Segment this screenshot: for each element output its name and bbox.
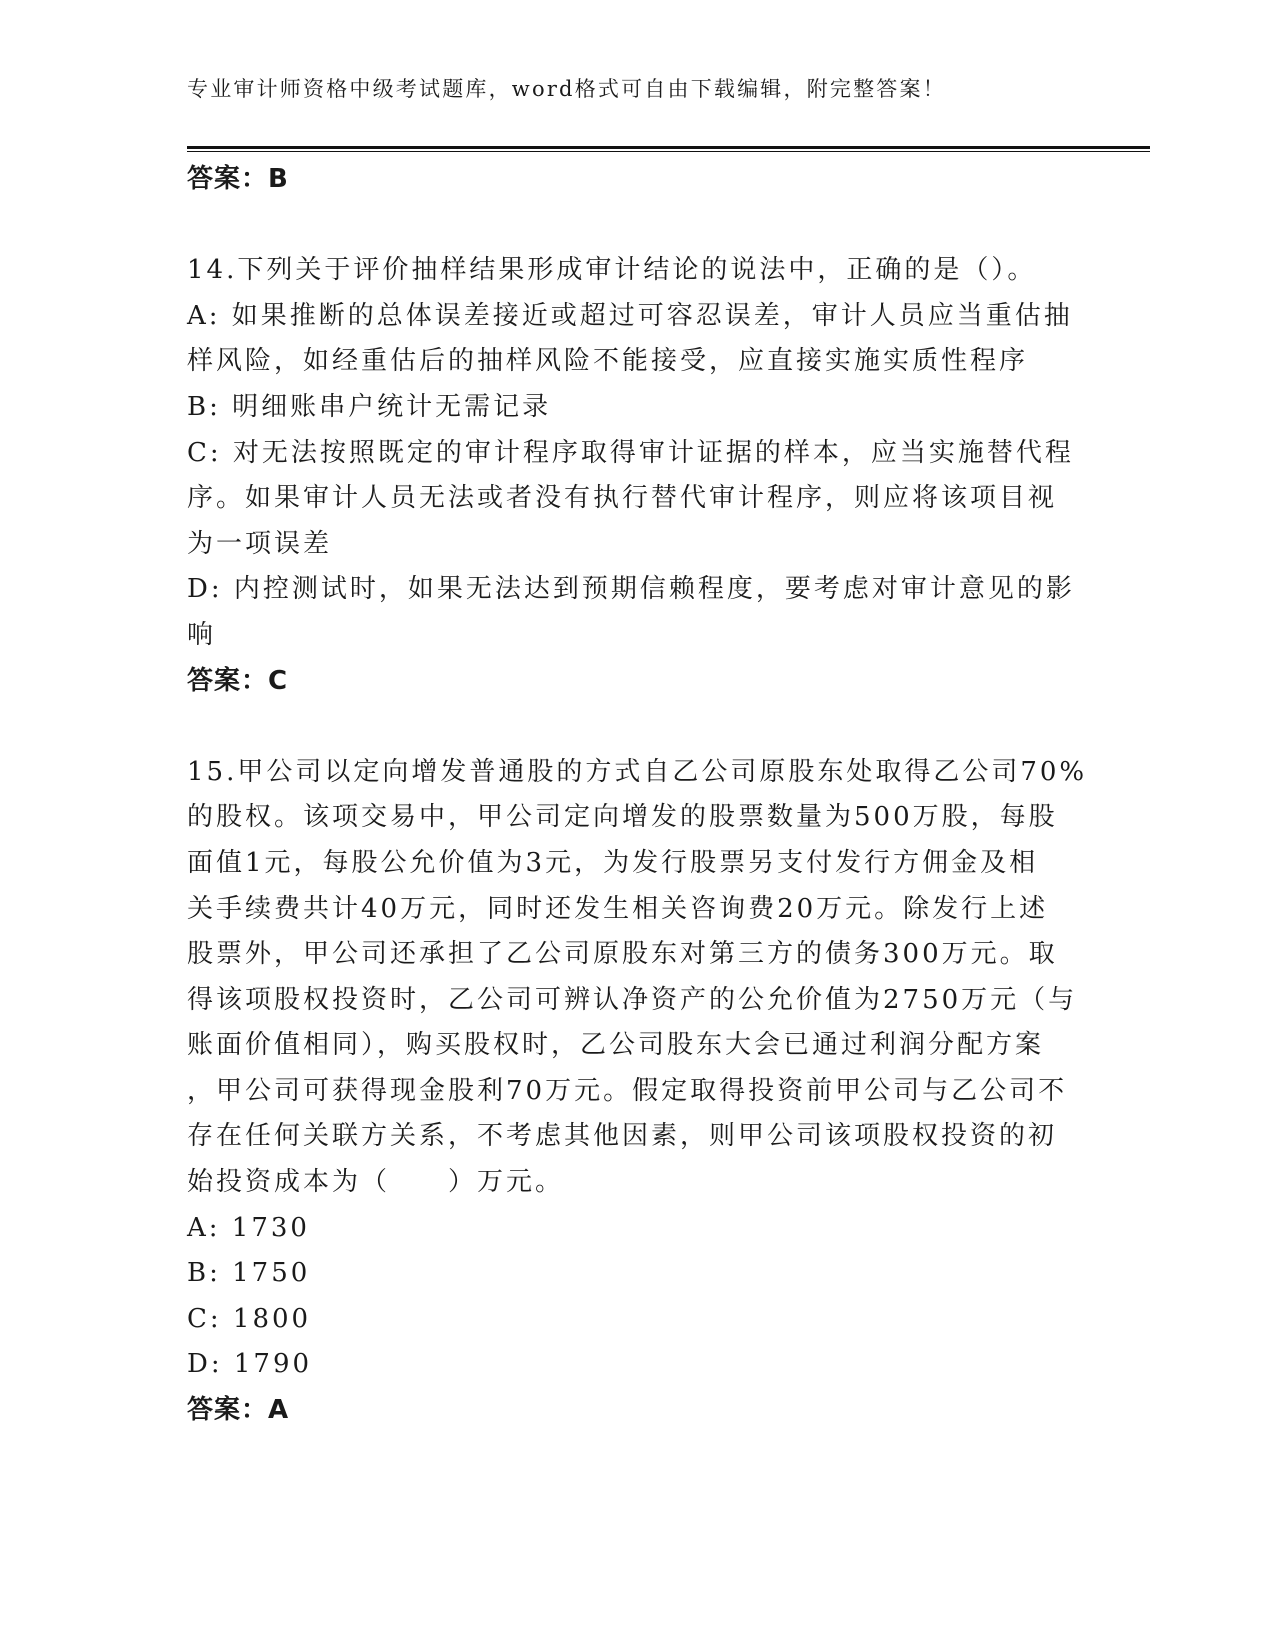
- q15-stem-line-8: ，甲公司可获得现金股利70万元。假定取得投资前甲公司与乙公司不: [187, 1075, 1068, 1106]
- q14-option-d-line-1: D: 内控测试时，如果无法达到预期信赖程度，要考虑对审计意见的影: [187, 574, 1075, 605]
- header-divider-thin: [187, 151, 1150, 152]
- q14-answer: 答案：C: [187, 665, 289, 696]
- q15-option-a: A: 1730: [187, 1212, 310, 1243]
- q14-option-d-line-2: 响: [187, 619, 217, 650]
- document-body: [187, 157, 1087, 1434]
- q15-stem-line-5: 股票外，甲公司还承担了乙公司原股东对第三方的债务300万元。取: [187, 939, 1058, 970]
- q14-option-a-line-2: 样风险，如经重估后的抽样风险不能接受，应直接实施实质性程序: [187, 346, 1029, 377]
- q15-answer: 答案：A: [187, 1395, 290, 1426]
- header-divider-thick: [187, 146, 1150, 149]
- q15-stem-line-2: 的股权。该项交易中，甲公司定向增发的股票数量为500万股，每股: [187, 802, 1058, 833]
- q15-option-b: B: 1750: [187, 1258, 311, 1289]
- q15-stem-line-6: 得该项股权投资时，乙公司可辨认净资产的公允价值为2750万元（与: [187, 984, 1078, 1015]
- q14-option-c-line-1: C: 对无法按照既定的审计程序取得审计证据的样本，应当实施替代程: [187, 437, 1074, 468]
- page-header: 专业审计师资格中级考试题库，word格式可自由下载编辑，附完整答案！: [187, 77, 946, 101]
- q15-stem-line-4: 关手续费共计40万元，同时还发生相关咨询费20万元。除发行上述: [187, 893, 1049, 924]
- q14-option-c-line-2: 序。如果审计人员无法或者没有执行替代审计程序，则应将该项目视: [187, 483, 1058, 514]
- q14-option-a-line-1: A: 如果推断的总体误差接近或超过可容忍误差，审计人员应当重估抽: [187, 300, 1073, 331]
- q15-option-d: D: 1790: [187, 1349, 313, 1380]
- spacer: [187, 704, 1087, 750]
- spacer: [187, 203, 1087, 249]
- q14-option-c-line-3: 为一项误差: [187, 528, 333, 559]
- q15-stem-line-9: 存在任何关联方关系，不考虑其他因素，则甲公司该项股权投资的初: [187, 1121, 1058, 1152]
- question-15: [187, 750, 1087, 1434]
- q15-option-c: C: 1800: [187, 1303, 312, 1334]
- q15-stem-line-7: 账面价值相同），购买股权时，乙公司股东大会已通过利润分配方案: [187, 1030, 1045, 1061]
- q14-stem: 14.下列关于评价抽样结果形成审计结论的说法中，正确的是（）。: [187, 255, 1037, 286]
- q15-stem-line-1: 15.甲公司以定向增发普通股的方式自乙公司原股东处取得乙公司70%: [187, 756, 1088, 787]
- q13-answer: 答案：B: [187, 164, 289, 194]
- q15-stem-line-10: 始投资成本为（ ）万元。: [187, 1167, 565, 1198]
- q15-stem-line-3: 面值1元，每股公允价值为3元，为发行股票另支付发行方佣金及相: [187, 847, 1039, 878]
- question-14: [187, 248, 1087, 704]
- q14-option-b: B: 明细账串户统计无需记录: [187, 391, 552, 422]
